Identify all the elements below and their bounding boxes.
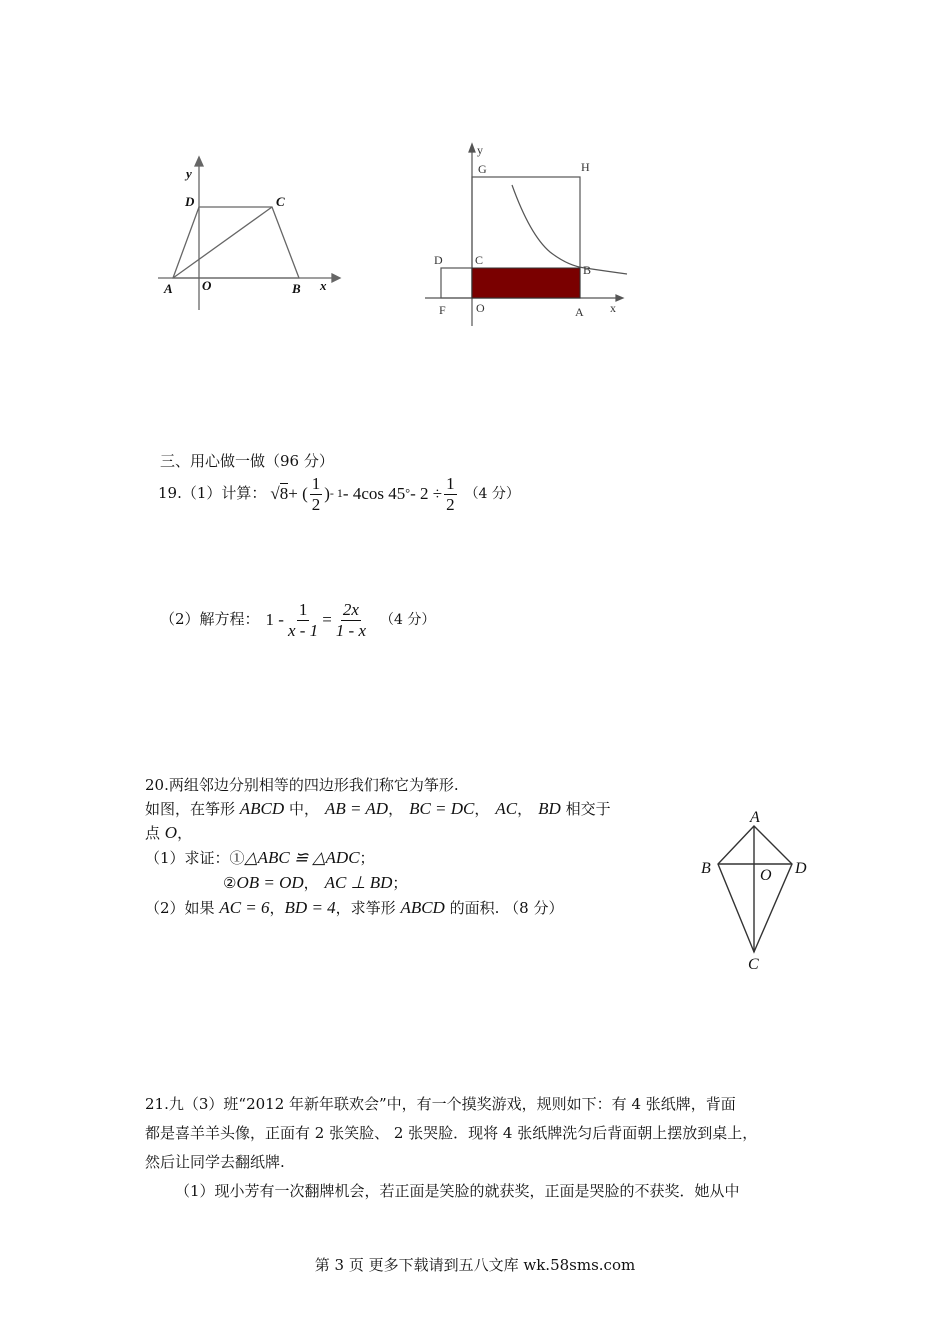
label-o: O xyxy=(476,301,485,315)
text: 的面积. （8 分） xyxy=(444,899,564,917)
fraction-denominator: 2 xyxy=(311,494,321,514)
q21-line2: 都是喜羊羊头像，正面有 2 张笑脸、 2 张哭脸．现将 4 张纸牌洗匀后背面朝上摆放到桌上， xyxy=(145,1124,758,1142)
q21-line3: 然后让同学去翻纸牌. xyxy=(145,1153,285,1171)
label-x: x xyxy=(610,301,616,315)
label-y: y xyxy=(186,166,192,181)
math-ob-od: OB = OD xyxy=(236,873,304,892)
label-d: D xyxy=(795,860,807,877)
q21-line1: 21.九（3）班“2012 年新年联欢会”中，有一个摸奖游戏，规则如下：有 4 张纸牌，背面 xyxy=(145,1095,736,1113)
label-a: A xyxy=(750,809,760,826)
figure-trapezoid xyxy=(150,150,350,320)
math-bd-4: BD = 4 xyxy=(284,898,336,917)
label-d: D xyxy=(185,194,195,209)
label-d: D xyxy=(434,253,443,267)
fraction-one-half-2 xyxy=(444,474,457,514)
q20-line2 xyxy=(145,798,611,820)
fraction-numerator: 1 xyxy=(446,474,455,493)
text: ； xyxy=(359,849,375,867)
q19-part2-label: （2）解方程： xyxy=(160,610,260,629)
math-bd: BD xyxy=(538,799,561,818)
label-o: O xyxy=(202,278,212,293)
math-bc-dc: BC = DC xyxy=(409,799,475,818)
label-f: F xyxy=(439,303,446,317)
y-axis-arrow xyxy=(195,157,203,166)
sqrt-expression: √8 xyxy=(270,484,289,503)
text: ， xyxy=(177,824,193,842)
math-congruent: △ABC ≌ △ADC xyxy=(244,848,360,867)
text: ， xyxy=(517,800,533,818)
math-o: O xyxy=(164,823,178,842)
fraction-1-over-x-1 xyxy=(286,600,320,640)
text: ； xyxy=(392,874,408,892)
label-o: O xyxy=(760,867,772,884)
q20-line4 xyxy=(145,847,375,869)
text: ， xyxy=(474,800,490,818)
label-g: G xyxy=(478,162,487,176)
math-ac: AC xyxy=(495,799,518,818)
math-abcd: ABCD xyxy=(239,799,285,818)
q19-part1-label: 19.（1）计算： xyxy=(158,484,267,503)
fraction-denominator: 1 - x xyxy=(335,620,366,640)
sqrt-radicand: 8 xyxy=(279,484,289,503)
q19-part2-score: （4 分） xyxy=(380,611,436,628)
y-axis-arrow xyxy=(469,144,475,152)
fraction-numerator: 1 xyxy=(311,474,321,493)
fraction-numerator: 1 xyxy=(298,600,308,619)
fraction-one-half xyxy=(310,474,323,514)
equals-sign: = xyxy=(322,610,332,629)
diagonal-ac xyxy=(173,207,272,278)
label-c: C xyxy=(748,956,759,973)
text: ， xyxy=(388,800,404,818)
label-c: C xyxy=(276,194,285,209)
kite-abcd xyxy=(718,826,792,952)
degree-sign: ° xyxy=(405,486,411,501)
text: ， xyxy=(269,899,285,917)
figure-kite xyxy=(690,800,830,980)
one-minus: 1 - xyxy=(265,610,284,629)
q20-line3 xyxy=(145,822,192,844)
section-heading: 三、用心做一做（96 分） xyxy=(160,452,334,470)
q20-line1: 20.两组邻边分别相等的四边形我们称它为筝形. xyxy=(145,776,459,794)
q20-line5 xyxy=(223,872,407,894)
q19-part1-score: （4 分） xyxy=(464,485,520,502)
label-a: A xyxy=(164,281,173,296)
q21-line4: （1）现小芳有一次翻牌机会，若正面是笑脸的就获奖，正面是哭脸的不获奖．她从中 xyxy=(175,1182,740,1200)
label-h: H xyxy=(581,160,590,174)
cos-term: - 4cos 45 xyxy=(342,484,406,503)
text: 相交于 xyxy=(560,800,611,818)
text: 如图，在筝形 xyxy=(145,800,240,818)
label-b: B xyxy=(583,263,592,277)
text: ② xyxy=(223,874,237,892)
close-paren: ) xyxy=(324,484,330,503)
shaded-rectangle-ocba xyxy=(472,268,580,298)
text: ，求筝形 xyxy=(335,899,401,917)
x-axis-arrow xyxy=(332,274,340,282)
label-a: A xyxy=(575,305,584,319)
math-ac-6: AC = 6 xyxy=(219,898,270,917)
x-axis-arrow xyxy=(616,295,623,301)
text: 点 xyxy=(145,824,165,842)
fraction-denominator: x - 1 xyxy=(287,620,319,640)
fraction-2x-over-1-x xyxy=(334,600,368,640)
text: （2）如果 xyxy=(145,899,220,917)
page-footer: 第 3 页 更多下载请到五八文库 wk.58sms.com xyxy=(314,1256,636,1274)
exponent: - 1 xyxy=(329,486,343,501)
label-b: B xyxy=(292,281,301,296)
trapezoid-abcd xyxy=(173,207,299,278)
fraction-numerator: 2x xyxy=(342,600,359,619)
q20-line6 xyxy=(145,897,563,919)
fraction-denominator: 2 xyxy=(446,494,455,514)
rectangle-fdco xyxy=(441,268,472,298)
hyperbola-curve xyxy=(512,185,627,274)
minus-two-divide: - 2 ÷ xyxy=(410,484,443,503)
math-ac-perp-bd: AC ⊥ BD xyxy=(324,873,393,892)
text: ， xyxy=(303,874,319,892)
q19-part2 xyxy=(160,600,435,640)
text: 中， xyxy=(284,800,319,818)
text: （1）求证：① xyxy=(145,849,245,867)
figure-hyperbola xyxy=(420,140,640,330)
label-b: B xyxy=(701,860,711,877)
plus-paren: + ( xyxy=(288,484,308,503)
label-y: y xyxy=(477,143,483,157)
math-abcd: ABCD xyxy=(400,898,445,917)
q19-part1 xyxy=(158,474,520,514)
label-x: x xyxy=(320,278,327,293)
label-c: C xyxy=(475,253,484,267)
math-ab-ad: AB = AD xyxy=(324,799,389,818)
